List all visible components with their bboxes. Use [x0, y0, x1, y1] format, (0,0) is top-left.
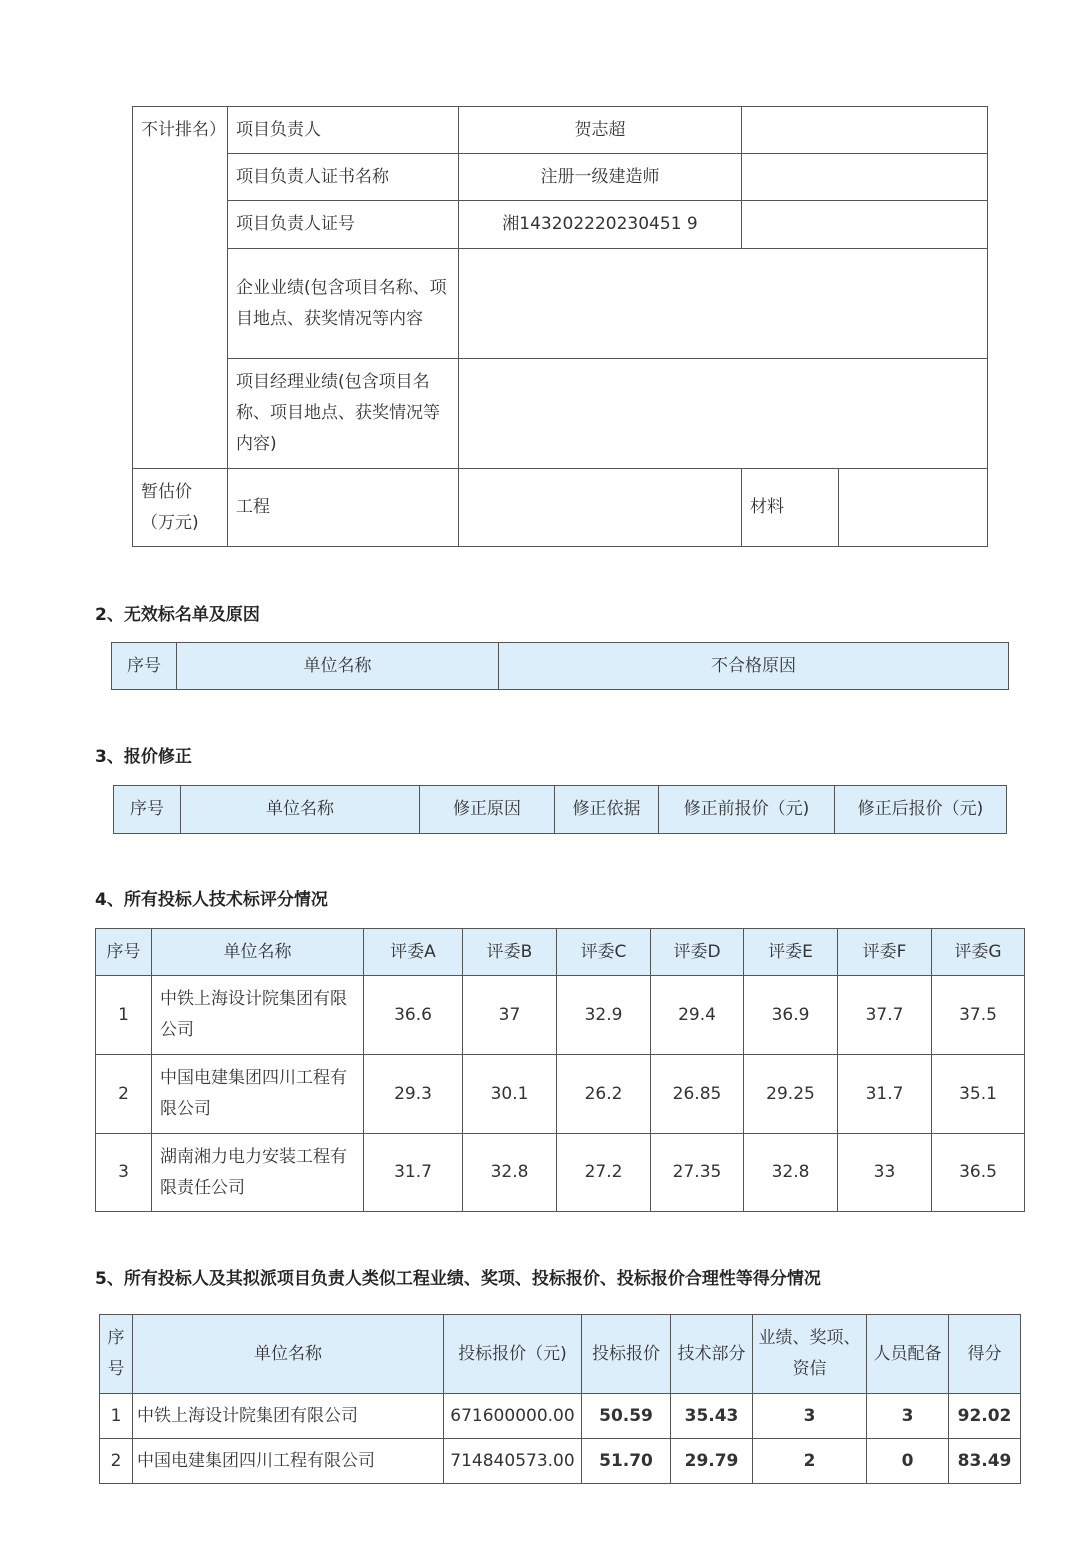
- header-cell: 单位名称: [177, 643, 499, 690]
- cell-score: 27.35: [651, 1134, 744, 1212]
- header-cell: 序号: [100, 1315, 133, 1394]
- header-cell: 评委A: [364, 929, 463, 976]
- cell-score: 36.9: [744, 976, 838, 1055]
- value-cailiao: [839, 469, 988, 547]
- cell-score: 33: [838, 1134, 932, 1212]
- tech-score-table: [95, 928, 1025, 1212]
- cell-score: 37: [463, 976, 557, 1055]
- row-extra: [742, 107, 988, 154]
- header-cell: 业绩、奖项、资信: [753, 1315, 867, 1394]
- row-extra: [742, 154, 988, 201]
- cell-score: 37.7: [838, 976, 932, 1055]
- table-row: [96, 1055, 1025, 1134]
- header-cell: 修正原因: [420, 786, 555, 834]
- cell-score: 30.1: [463, 1055, 557, 1134]
- row-value: [459, 249, 988, 359]
- cell-score: 27.2: [557, 1134, 651, 1212]
- header-cell: 投标报价: [582, 1315, 671, 1394]
- bid-info-table: [132, 106, 988, 547]
- header-cell: 技术部分: [671, 1315, 753, 1394]
- cell-index: 1: [100, 1394, 133, 1439]
- header-cell: 单位名称: [181, 786, 420, 834]
- header-cell: 投标报价（元): [444, 1315, 582, 1394]
- cell-score: 26.2: [557, 1055, 651, 1134]
- group-label-unranked: 不计排名）: [133, 107, 228, 469]
- label-cailiao: 材料: [742, 469, 839, 547]
- row-label: 企业业绩(包含项目名称、项目地点、获奖情况等内容: [228, 249, 459, 359]
- cell-index: 1: [96, 976, 152, 1055]
- cell-score: 35.1: [932, 1055, 1025, 1134]
- row-label: 项目负责人证书名称: [228, 154, 459, 201]
- invalid-bid-table: [111, 642, 1009, 690]
- row-label: 项目负责人: [228, 107, 459, 154]
- cell-score: 32.8: [463, 1134, 557, 1212]
- row-label: 项目负责人证号: [228, 201, 459, 249]
- label-gongcheng: 工程: [228, 469, 459, 547]
- cell-total-score: 83.49: [949, 1439, 1021, 1484]
- section-5-title: 5、所有投标人及其拟派项目负责人类似工程业绩、奖项、投标报价、投标报价合理性等得分情况: [95, 1269, 821, 1289]
- row-value: 贺志超: [459, 107, 742, 154]
- cell-score: 37.5: [932, 976, 1025, 1055]
- header-cell: 单位名称: [152, 929, 364, 976]
- header-cell: 人员配备: [867, 1315, 949, 1394]
- cell-index: 3: [96, 1134, 152, 1212]
- header-cell: 序号: [96, 929, 152, 976]
- cell-score: 29.4: [651, 976, 744, 1055]
- row-value: 湘143202220230451 9: [459, 201, 742, 249]
- table-row: [96, 1134, 1025, 1212]
- table-row: [100, 1439, 1021, 1484]
- header-cell: 评委B: [463, 929, 557, 976]
- header-cell: 评委D: [651, 929, 744, 976]
- cell-company: 中国电建集团四川工程有限公司: [133, 1439, 444, 1484]
- row-value: [459, 359, 988, 469]
- cell-score: 31.7: [364, 1134, 463, 1212]
- section-2-title: 2、无效标名单及原因: [95, 605, 260, 625]
- cell-perf-score: 2: [753, 1439, 867, 1484]
- cell-staff-score: 0: [867, 1439, 949, 1484]
- row-label: 项目经理业绩(包含项目名称、项目地点、获奖情况等内容): [228, 359, 459, 469]
- cell-index: 2: [96, 1055, 152, 1134]
- header-cell: 序号: [114, 786, 181, 834]
- header-cell: 得分: [949, 1315, 1021, 1394]
- cell-tech-score: 35.43: [671, 1394, 753, 1439]
- cell-score: 29.3: [364, 1055, 463, 1134]
- row-extra: [742, 201, 988, 249]
- header-cell: 评委E: [744, 929, 838, 976]
- header-cell: 单位名称: [133, 1315, 444, 1394]
- price-correction-table: [113, 785, 1007, 834]
- cell-company: 中铁上海设计院集团有限公司: [152, 976, 364, 1055]
- header-cell: 修正前报价（元): [659, 786, 835, 834]
- cell-company: 湖南湘力电力安装工程有限责任公司: [152, 1134, 364, 1212]
- cell-tech-score: 29.79: [671, 1439, 753, 1484]
- cell-score: 36.5: [932, 1134, 1025, 1212]
- cell-total-score: 92.02: [949, 1394, 1021, 1439]
- header-cell: 修正依据: [555, 786, 659, 834]
- cell-score: 32.9: [557, 976, 651, 1055]
- section-4-title: 4、所有投标人技术标评分情况: [95, 890, 328, 910]
- cell-perf-score: 3: [753, 1394, 867, 1439]
- cell-bid-price: 671600000.00: [444, 1394, 582, 1439]
- table-row: [100, 1394, 1021, 1439]
- header-cell: 序号: [112, 643, 177, 690]
- cell-score: 31.7: [838, 1055, 932, 1134]
- cell-price-score: 50.59: [582, 1394, 671, 1439]
- cell-score: 36.6: [364, 976, 463, 1055]
- row-value: 注册一级建造师: [459, 154, 742, 201]
- total-score-table: [99, 1314, 1021, 1484]
- cell-company: 中国电建集团四川工程有限公司: [152, 1055, 364, 1134]
- cell-score: 29.25: [744, 1055, 838, 1134]
- header-cell: 修正后报价（元): [835, 786, 1007, 834]
- group-label-estimate: 暂估价（万元): [133, 469, 228, 547]
- cell-price-score: 51.70: [582, 1439, 671, 1484]
- cell-staff-score: 3: [867, 1394, 949, 1439]
- cell-company: 中铁上海设计院集团有限公司: [133, 1394, 444, 1439]
- header-cell: 不合格原因: [499, 643, 1009, 690]
- cell-bid-price: 714840573.00: [444, 1439, 582, 1484]
- header-cell: 评委F: [838, 929, 932, 976]
- table-row: [96, 976, 1025, 1055]
- header-cell: 评委G: [932, 929, 1025, 976]
- cell-index: 2: [100, 1439, 133, 1484]
- section-3-title: 3、报价修正: [95, 747, 192, 767]
- cell-score: 32.8: [744, 1134, 838, 1212]
- value-gongcheng: [459, 469, 742, 547]
- cell-score: 26.85: [651, 1055, 744, 1134]
- header-cell: 评委C: [557, 929, 651, 976]
